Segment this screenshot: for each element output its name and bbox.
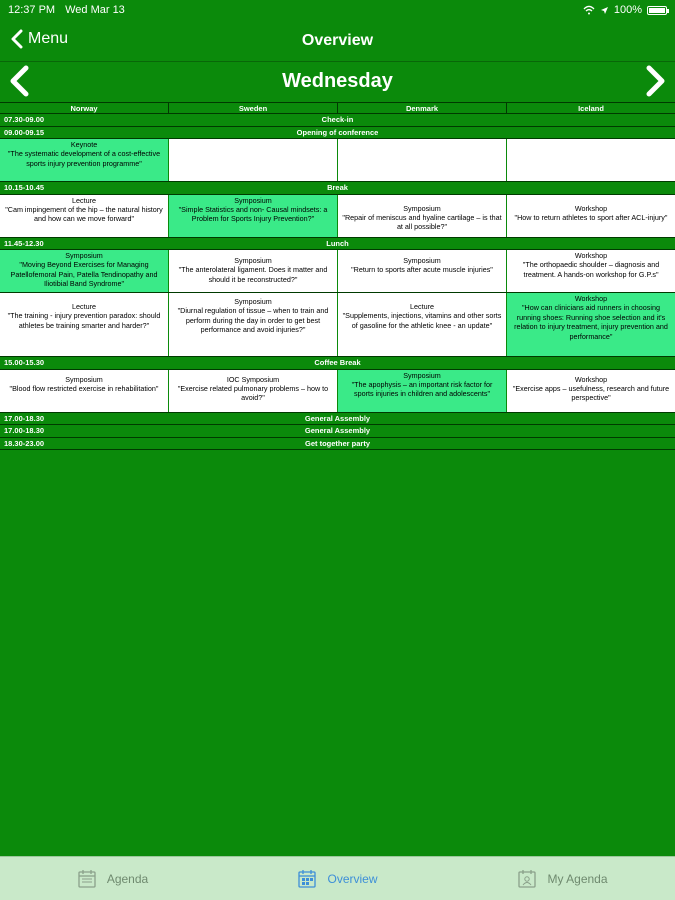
chevron-left-icon	[10, 29, 24, 49]
session-title: "Exercise apps – usefulness, research and future perspective"	[512, 383, 670, 403]
session-title: "The orthopaedic shoulder – diagnosis and treatment. A hands-on workshop for G.P.s"	[522, 260, 660, 279]
band-label: Break	[327, 183, 348, 192]
session-type: Workshop	[574, 251, 608, 260]
status-time: 12:37 PM	[8, 4, 56, 16]
tab-label: Agenda	[106, 871, 149, 886]
session-type: Workshop	[574, 203, 608, 213]
band-label: Check-in	[321, 115, 354, 124]
session-row	[0, 250, 675, 293]
session-cell[interactable]	[169, 370, 338, 412]
band-time: 15.00-15.30	[4, 358, 45, 367]
session-cell[interactable]	[507, 195, 675, 237]
band-time: 11.45-12.30	[4, 238, 44, 248]
country-header-row	[0, 102, 675, 114]
session-title: "Return to sports after acute muscle injuries"	[351, 265, 493, 275]
session-cell[interactable]	[338, 195, 507, 237]
location-icon	[600, 6, 609, 15]
session-type: Symposium	[403, 256, 441, 265]
session-type: Workshop	[574, 374, 608, 384]
country-header-sweden: Sweden	[169, 103, 338, 113]
menu-back-button[interactable]	[10, 29, 68, 49]
session-title: "The systematic development of a cost-effective sports injury prevention programme"	[7, 149, 161, 168]
session-title: "Diurnal regulation of tissue – when to train and perform during the day in order to get best performance and avoid injuries?"	[177, 306, 329, 335]
band-general-assembly	[0, 413, 675, 426]
tab-my-agenda[interactable]	[450, 857, 675, 900]
tab-label: My Agenda	[547, 871, 608, 886]
session-cell[interactable]	[507, 370, 675, 412]
session-cell[interactable]	[338, 250, 507, 292]
session-type: Symposium	[65, 374, 103, 384]
band-checkin	[0, 114, 675, 127]
band-time: 09.00-09.15	[4, 127, 45, 137]
session-title: "How can clinicians aid runners in choosing running shoes: Running shoe selection and it's relation to injury treatment, injury prevention and performance"	[514, 303, 668, 341]
tab-bar	[0, 856, 675, 900]
session-type: Symposium	[234, 297, 272, 306]
session-cell-empty	[169, 139, 338, 181]
session-title: "The anterolateral ligament. Does it matter and should it be reconstructed?"	[178, 265, 328, 284]
session-cell[interactable]	[169, 250, 338, 292]
session-title: "Blood flow restricted exercise in rehabilitation"	[9, 383, 159, 393]
band-time: 18.30-23.00	[4, 438, 45, 448]
navigation-bar	[0, 20, 675, 62]
session-cell[interactable]	[507, 250, 675, 292]
page-title: Overview	[301, 32, 374, 49]
session-cell[interactable]	[0, 250, 169, 292]
band-label: Coffee Break	[314, 358, 361, 367]
session-cell[interactable]	[169, 195, 338, 237]
session-cell[interactable]	[507, 293, 675, 356]
band-time: 17.00-18.30	[4, 413, 45, 423]
person-calendar-icon	[517, 869, 537, 889]
session-type: Symposium	[65, 251, 103, 260]
band-break	[0, 182, 675, 195]
session-title: "The apophysis – an important risk factor for sports injuries in children and adolescents"	[351, 379, 493, 399]
session-cell[interactable]	[0, 195, 169, 237]
overview-icon	[297, 869, 317, 889]
session-title: "Simple Statistics and non- Causal mindsets: a Problem for Sports Injury Prevention?"	[178, 204, 328, 224]
band-time: 17.00-18.30	[4, 426, 45, 435]
session-cell[interactable]	[169, 293, 338, 356]
session-type: Lecture	[72, 195, 96, 205]
country-header-iceland: Iceland	[578, 104, 604, 113]
status-date: Wed Mar 13	[65, 4, 125, 16]
session-cell[interactable]	[0, 139, 169, 181]
band-time: 07.30-09.00	[4, 115, 45, 124]
battery-percent: 100%	[613, 4, 642, 16]
tab-label: Overview	[327, 871, 378, 886]
wifi-icon	[583, 5, 595, 15]
session-type: Workshop	[574, 294, 608, 303]
session-cell-empty	[338, 139, 507, 181]
country-header-norway: Norway	[0, 103, 169, 113]
country-header-denmark: Denmark	[338, 103, 507, 113]
session-row	[0, 195, 675, 238]
session-row	[0, 370, 675, 413]
status-bar	[0, 0, 675, 20]
band-time: 10.15-10.45	[4, 183, 45, 192]
session-cell[interactable]	[0, 293, 169, 356]
session-title: "How to return athletes to sport after ACL-injury"	[514, 212, 668, 222]
battery-icon	[647, 6, 667, 15]
tab-overview[interactable]	[225, 857, 450, 900]
day-title: Wednesday	[282, 69, 393, 92]
session-title: "Moving Beyond Exercises for Managing Patellofemoral Pain, Patella Tendinopathy and Iliotibial Band Syndrome"	[10, 260, 158, 289]
session-type: Keynote	[70, 140, 98, 149]
band-opening	[0, 127, 675, 140]
calendar-icon	[77, 869, 97, 889]
schedule-grid	[0, 102, 675, 450]
band-general-assembly	[0, 425, 675, 438]
session-cell[interactable]	[0, 370, 169, 412]
previous-day-arrow-icon[interactable]	[4, 64, 38, 98]
band-coffee-break	[0, 357, 675, 370]
session-cell[interactable]	[338, 293, 507, 356]
session-type: Symposium	[403, 370, 441, 380]
session-type: Symposium	[234, 256, 272, 265]
session-cell[interactable]	[338, 370, 507, 412]
menu-back-label: Menu	[28, 30, 69, 47]
session-row	[0, 293, 675, 357]
session-cell-empty	[507, 139, 675, 181]
band-lunch	[0, 238, 675, 251]
day-header	[0, 62, 675, 100]
band-label: Lunch	[326, 238, 349, 248]
session-title: "Repair of meniscus and hyaline cartilage – is that at all possible?"	[342, 212, 502, 232]
band-label: General Assembly	[304, 413, 371, 423]
band-label: Opening of conference	[296, 127, 379, 137]
session-row	[0, 139, 675, 182]
session-title: "Exercise related pulmonary problems – how to avoid?"	[177, 383, 329, 403]
session-type: IOC Symposium	[226, 374, 280, 384]
next-day-arrow-icon[interactable]	[637, 64, 671, 98]
tab-agenda[interactable]	[0, 857, 225, 900]
session-type: Lecture	[72, 302, 96, 311]
band-label: Get together party	[304, 438, 370, 448]
session-title: "The training - injury prevention paradox: should athletes be training smarter and harder?"	[7, 311, 161, 330]
session-type: Symposium	[403, 203, 441, 213]
session-title: "Supplements, injections, vitamins and other sorts of gasoline for the athletic knee - an update"	[342, 311, 502, 330]
session-type: Symposium	[234, 195, 272, 205]
session-type: Lecture	[410, 302, 434, 311]
band-label: General Assembly	[304, 426, 371, 435]
band-get-together-party	[0, 438, 675, 451]
session-title: "Cam impingement of the hip – the natural history and how can we move forward"	[5, 204, 163, 224]
